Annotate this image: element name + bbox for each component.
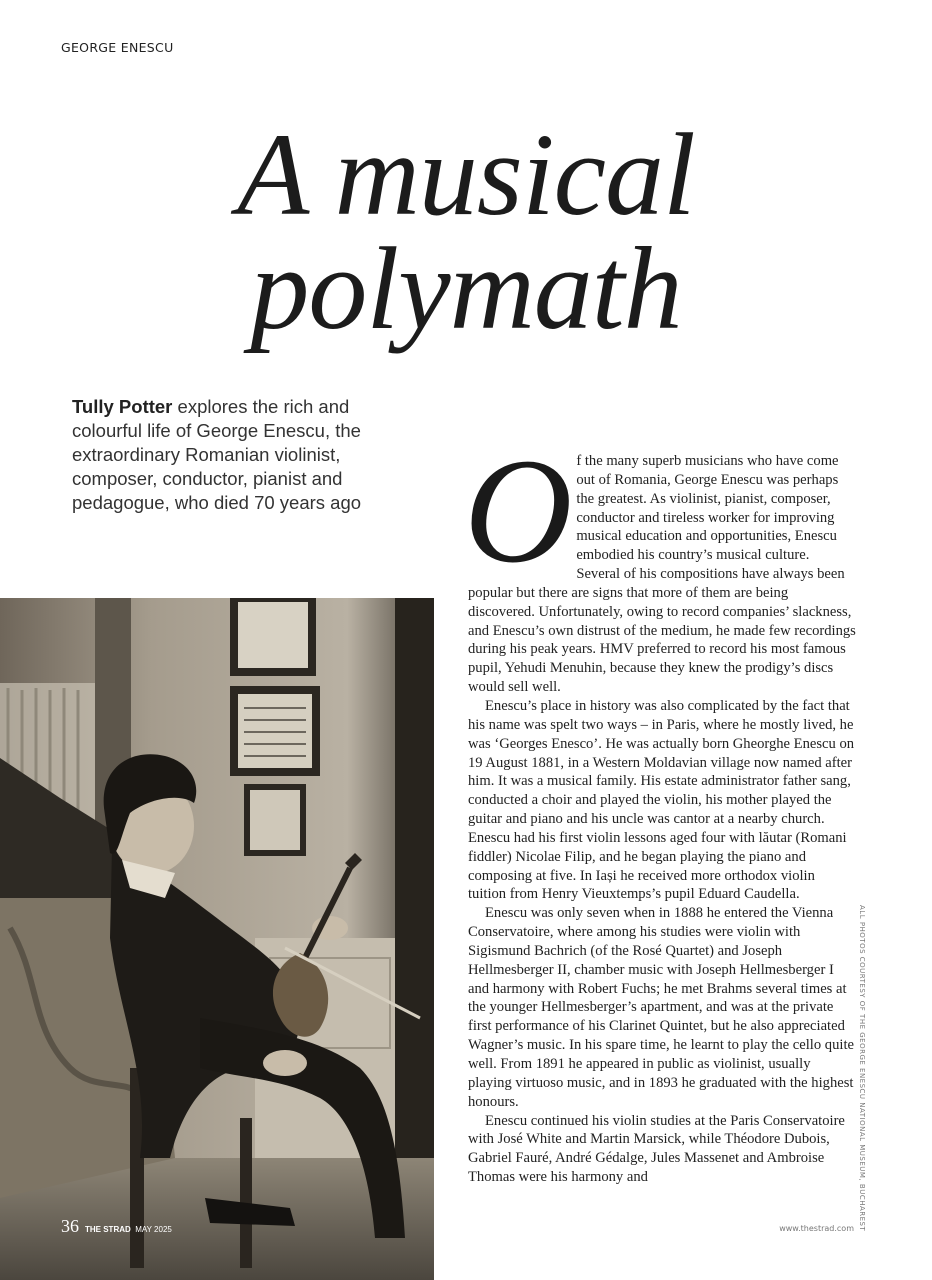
enescu-photograph xyxy=(0,598,434,1280)
headline-line-2: polymath xyxy=(250,223,682,354)
magazine-name: THE STRAD xyxy=(85,1225,131,1234)
article-body xyxy=(464,428,856,1187)
drop-cap: O xyxy=(464,428,573,594)
body-paragraph: Enescu was only seven when in 1888 he entered the Vienna Conservatoire, where among his studies were violin with Sigismund Bachrich (of the Rosé Quartet) and Joseph Hellmesberger II, chamber music with Joseph Hellmesberger I and harmony with Robert Fuchs; he met Brahms several times at the younger Hellmesberger’s apartment, and was at the private first performance of his Clarinet Quintet, but he also appreciated Wagner’s music. In his spare time, he learnt to play the cello quite well. From 1891 he appeared in public as violinist, usually playing virtuoso music, and in 1893 he graduated with the highest honours. xyxy=(468,905,854,1110)
photo-illustration xyxy=(0,598,434,1280)
body-paragraph: Enescu’s place in history was also complicated by the fact that his name was spelt two ways – in Paris, where he mostly lived, he was ‘Georges Enesco’. He was actually born Gheorghe Enescu on 19 August 1881, in a Western Moldavian village now named after him. It was a musical family. His estate administrator father sang, conducted a choir and played the violin, his mother played the guitar and piano and his uncle was cantor at a nearby church. Enescu had his first violin lessons aged four with lăutar (Romani fiddler) Nicolae Filip, and he began playing the piano and composing at five. In Iași he received more orthodox violin tuition from Henry Vieuxtemps’s pupil Eduard Caudella. xyxy=(468,697,855,903)
page-number: 36 xyxy=(61,1216,79,1236)
standfirst-text: explores the rich and colourful life of George Enescu, the extraordinary Romanian violinist, composer, conductor, pianist and pedagogue, who died 70 years ago xyxy=(72,396,362,513)
headline-line-1: A musical xyxy=(237,109,695,240)
author-name: Tully Potter xyxy=(72,396,173,417)
page-folio xyxy=(61,1216,172,1237)
section-label: GEORGE ENESCU xyxy=(61,40,174,55)
website-url: www.thestrad.com xyxy=(779,1224,854,1233)
body-paragraph xyxy=(464,428,856,697)
standfirst xyxy=(72,395,372,515)
paragraph-text: f the many superb musicians who have come out of Romania, George Enescu was perhaps the greatest. As violinist, pianist, composer, conductor and tireless worker for improving musical education and opportunities, Enescu embodied his country’s musical culture. Several of his compositions have always been popular but there are signs that more of them are being discovered. Unfortunately, owing to record companies’ slackness, and Enescu’s own distrust of the medium, he made few recordings during his peak years. HMV preferred to record his most famous pupil, Yehudi Menuhin, because they knew the prodigy’s discs would sell well. xyxy=(468,453,856,696)
photo-credit: ALL PHOTOS COURTESY OF THE GEORGE ENESCU NATIONAL MUSEUM, BUCHAREST xyxy=(858,905,866,1232)
issue-date: MAY 2025 xyxy=(135,1225,172,1234)
body-paragraph: Enescu continued his violin studies at the Paris Conservatoire with José White and Martin Marsick, while Théodore Dubois, Gabriel Fauré, André Gédalge, Jules Massenet and Ambroise Thomas were his harmony and xyxy=(468,1112,845,1186)
headline xyxy=(0,109,932,354)
